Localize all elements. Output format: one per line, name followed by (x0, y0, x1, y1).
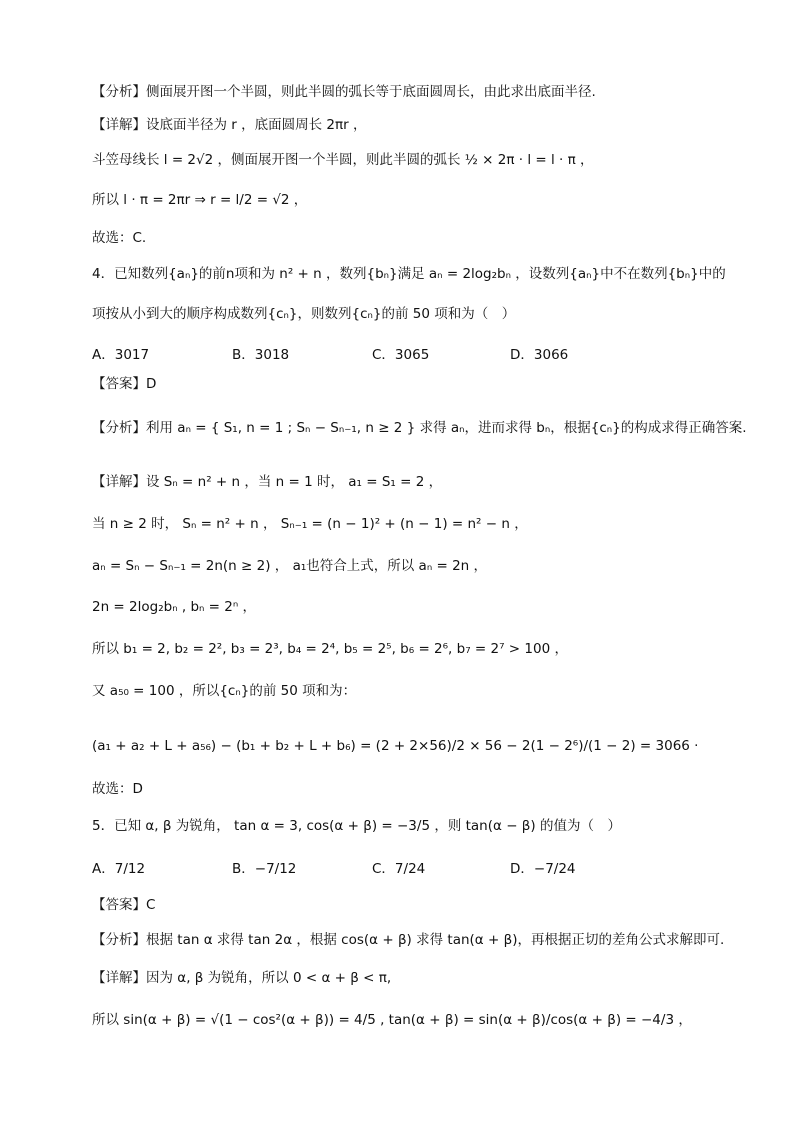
section-tag: 【详解】 (92, 970, 146, 986)
text: 项按从小到大的顺序构成数列{cₙ}，则数列{cₙ}的前 50 项和为（ ） (92, 306, 516, 322)
text: 设底面半径为 r ，底面圆周长 2πr ， (146, 117, 367, 133)
question-4-line-1 (92, 264, 734, 284)
text: aₙ = Sₙ − Sₙ₋₁ = 2n(n ≥ 2) ， a₁也符合上式，所以 aₙ = 2n ， (92, 558, 488, 574)
detail-4-line-1 (92, 472, 734, 492)
text: 根据 tan α 求得 tan 2α ，根据 cos(α + β) 求得 tan(α + β)，再根据正切的差角公式求解即可. (146, 932, 725, 948)
detail-4-line-4 (92, 597, 734, 617)
text: C (146, 897, 156, 913)
text: 侧面展开图一个半圆，则此半圆的弧长等于底面圆周长，由此求出底面半径. (146, 84, 596, 100)
option-d: D．3066 (510, 347, 569, 363)
text: 斗笠母线长 l = 2√2 ，侧面展开图一个半圆，则此半圆的弧长 ½ × 2π · l = l · π ， (92, 152, 594, 168)
option-a: A．7/12 (92, 861, 146, 877)
option-b: B．−7/12 (232, 861, 297, 877)
analysis-line-1 (92, 82, 734, 102)
text: 所以 b₁ = 2, b₂ = 2², b₃ = 2³, b₄ = 2⁴, b₅ = 2⁵, b₆ = 2⁶, b₇ = 2⁷ > 100 ， (92, 641, 568, 657)
text: 因为 α, β 为锐角，所以 0 < α + β < π, (146, 970, 392, 986)
text: 故选：D (92, 781, 143, 797)
answer-5 (92, 895, 734, 915)
text: 所以 sin(α + β) = √(1 − cos²(α + β)) = 4/5 , tan(α + β) = sin(α + β)/cos(α + β) = −4/3 ， (92, 1012, 692, 1028)
analysis-5 (92, 930, 734, 950)
text: 利用 aₙ = { S₁, n = 1 ; Sₙ − Sₙ₋₁, n ≥ 2 } 求得 aₙ，进而求得 bₙ，根据{cₙ}的构成求得正确答案. (146, 420, 747, 436)
text: 当 n ≥ 2 时， Sₙ = n² + n ， Sₙ₋₁ = (n − 1)² + (n − 1) = n² − n ， (92, 516, 528, 532)
section-tag: 【详解】 (92, 117, 146, 133)
option-d: D．−7/24 (510, 861, 576, 877)
text: 又 a₅₀ = 100 ，所以{cₙ}的前 50 项和为： (92, 683, 357, 699)
detail-4-line-7 (92, 736, 734, 756)
text: 所以 l · π = 2πr ⇒ r = l/2 = √2 ， (92, 192, 308, 208)
detail-line-1 (92, 115, 734, 135)
question-4-line-2 (92, 304, 734, 324)
question-5-options (92, 857, 732, 881)
choice-line (92, 228, 734, 248)
text: 4．已知数列{aₙ}的前n项和为 n² + n ，数列{bₙ}满足 aₙ = 2log₂bₙ ，设数列{aₙ}中不在数列{bₙ}中的 (92, 266, 726, 282)
section-tag: 【分析】 (92, 932, 146, 948)
text: 5．已知 α, β 为锐角， tan α = 3, cos(α + β) = −3/5 ，则 tan(α − β) 的值为（ ） (92, 818, 621, 834)
option-c: C．3065 (372, 347, 430, 363)
question-5-line-1 (92, 816, 734, 836)
section-tag: 【分析】 (92, 84, 146, 100)
section-tag: 【分析】 (92, 420, 146, 436)
detail-5-line-2 (92, 1010, 734, 1030)
text: 设 Sₙ = n² + n ，当 n = 1 时， a₁ = S₁ = 2 ， (146, 474, 443, 490)
section-tag: 【详解】 (92, 474, 146, 490)
analysis-4 (92, 418, 747, 438)
text: 故选：C. (92, 230, 147, 246)
detail-5-line-1 (92, 968, 734, 988)
detail-4-line-5 (92, 639, 734, 659)
text: 2n = 2log₂bₙ , bₙ = 2ⁿ ， (92, 599, 257, 615)
detail-4-line-6 (92, 681, 734, 701)
question-4-options (92, 343, 732, 363)
section-tag: 【答案】 (92, 897, 146, 913)
answer-4 (92, 374, 734, 394)
option-a: A．3017 (92, 347, 150, 363)
detail-line-2 (92, 150, 734, 170)
choice-4 (92, 779, 734, 799)
detail-4-line-3 (92, 556, 734, 576)
text: D (146, 376, 157, 392)
detail-line-3 (92, 190, 734, 210)
section-tag: 【答案】 (92, 376, 146, 392)
text: (a₁ + a₂ + L + a₅₆) − (b₁ + b₂ + L + b₆) = (2 + 2×56)/2 × 56 − 2(1 − 2⁶)/(1 − 2) = 3066 · (92, 738, 699, 754)
option-c: C．7/24 (372, 861, 426, 877)
detail-4-line-2 (92, 514, 734, 534)
option-b: B．3018 (232, 347, 290, 363)
